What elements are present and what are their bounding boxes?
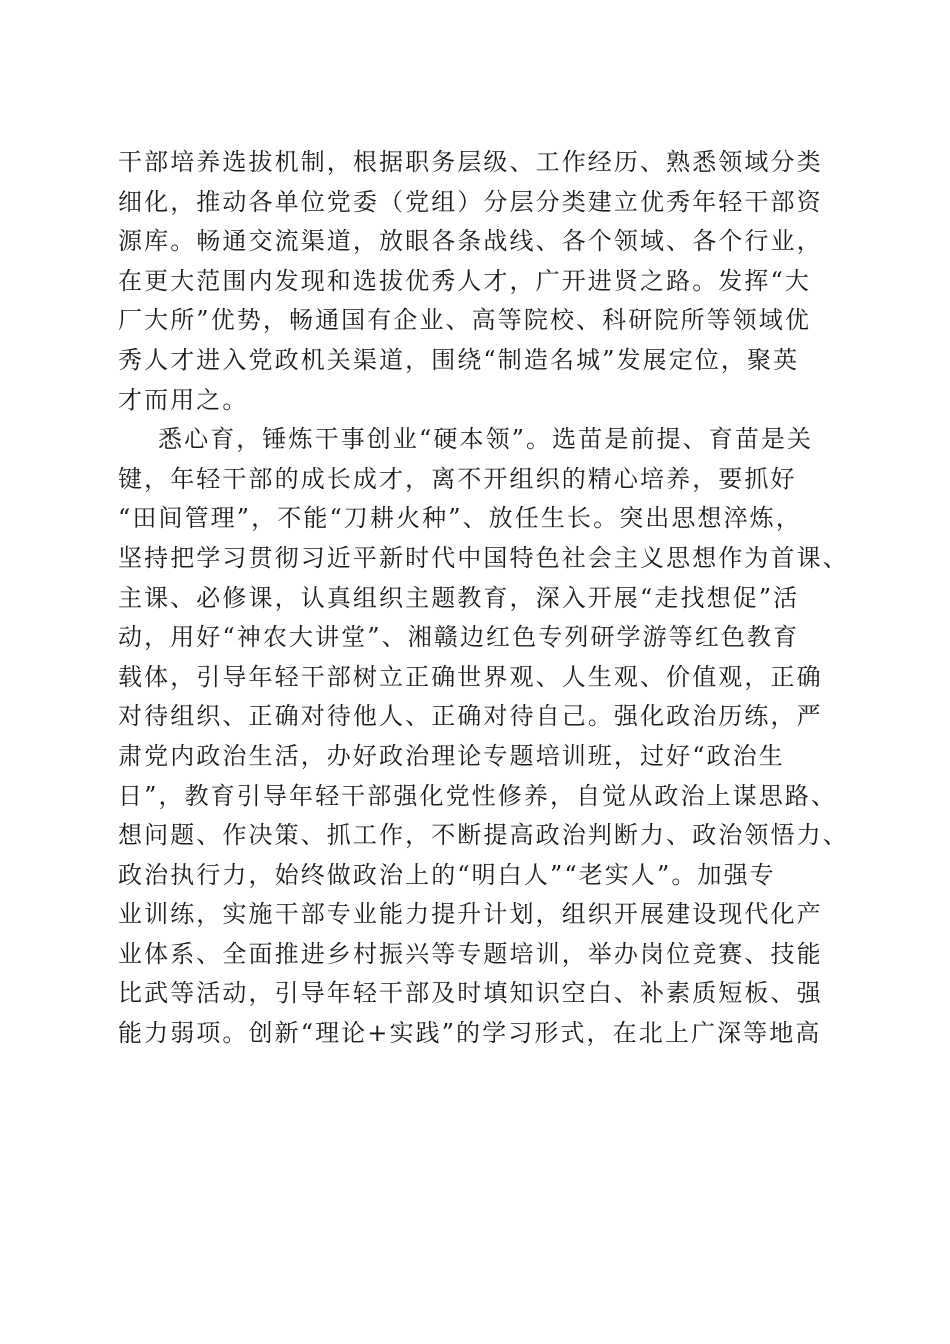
- text-line: 业体系、全面推进乡村振兴等专题培训，举办岗位竞赛、技能: [118, 939, 823, 968]
- text-line-indented: 悉心育，锤炼干事创业“硬本领”。选苗是前提、育苗是关: [158, 425, 814, 454]
- text-line: 源库。畅通交流渠道，放眼各条战线、各个领域、各个行业，: [118, 227, 823, 256]
- text-line: 肃党内政治生活，办好政治理论专题培训班，过好“政治生: [118, 741, 785, 770]
- text-line: 载体，引导年轻干部树立正确世界观、人生观、价值观，正确: [118, 662, 823, 691]
- text-line: 政治执行力，始终做政治上的“明白人”“老实人”。加强专: [118, 860, 776, 889]
- text-line: 主课、必修课，认真组织主题教育，深入开展“走找想促”活: [118, 583, 800, 612]
- text-line: 业训练，实施干部专业能力提升计划，组织开展建设现代化产: [118, 900, 823, 929]
- text-line: 键，年轻干部的成长成才，离不开组织的精心培养，要抓好: [118, 464, 797, 493]
- text-line: 秀人才进入党政机关渠道，围绕“制造名城”发展定位，聚英: [118, 345, 800, 374]
- paragraph-1: [118, 143, 834, 420]
- text-line: 坚持把学习贯彻习近平新时代中国特色社会主义思想作为首课、: [118, 543, 849, 572]
- text-line: 对待组织、正确对待他人、正确对待自己。强化政治历练，严: [118, 702, 823, 731]
- text-line: 比武等活动，引导年轻干部及时填知识空白、补素质短板、强: [118, 979, 823, 1008]
- text-line: 动，用好“神农大讲堂”、湘赣边红色专列研学游等红色教育: [118, 623, 800, 652]
- text-line: “田间管理”，不能“刀耕火种”、放任生长。突出思想淬炼，: [118, 504, 802, 533]
- text-line: 才而用之。: [118, 385, 249, 414]
- document-body: [118, 143, 849, 1054]
- text-line: 能力弱项。创新“理论+实践”的学习形式，在北上广深等地高: [118, 1019, 822, 1048]
- text-line: 在更大范围内发现和选拔优秀人才，广开进贤之路。发挥“大: [118, 266, 811, 295]
- text-line: 想问题、作决策、抓工作，不断提高政治判断力、政治领悟力、: [118, 821, 849, 850]
- text-line: 细化，推动各单位党委（党组）分层分类建立优秀年轻干部资: [118, 187, 823, 216]
- text-line: 干部培养选拔机制，根据职务层级、工作经历、熟悉领域分类: [118, 148, 823, 176]
- text-line: 厂大所”优势，畅通国有企业、高等院校、科研院所等领域优: [118, 306, 811, 335]
- text-line: 日”，教育引导年轻干部强化党性修养，自觉从政治上谋思路、: [118, 781, 838, 810]
- paragraph-2: [118, 420, 849, 1054]
